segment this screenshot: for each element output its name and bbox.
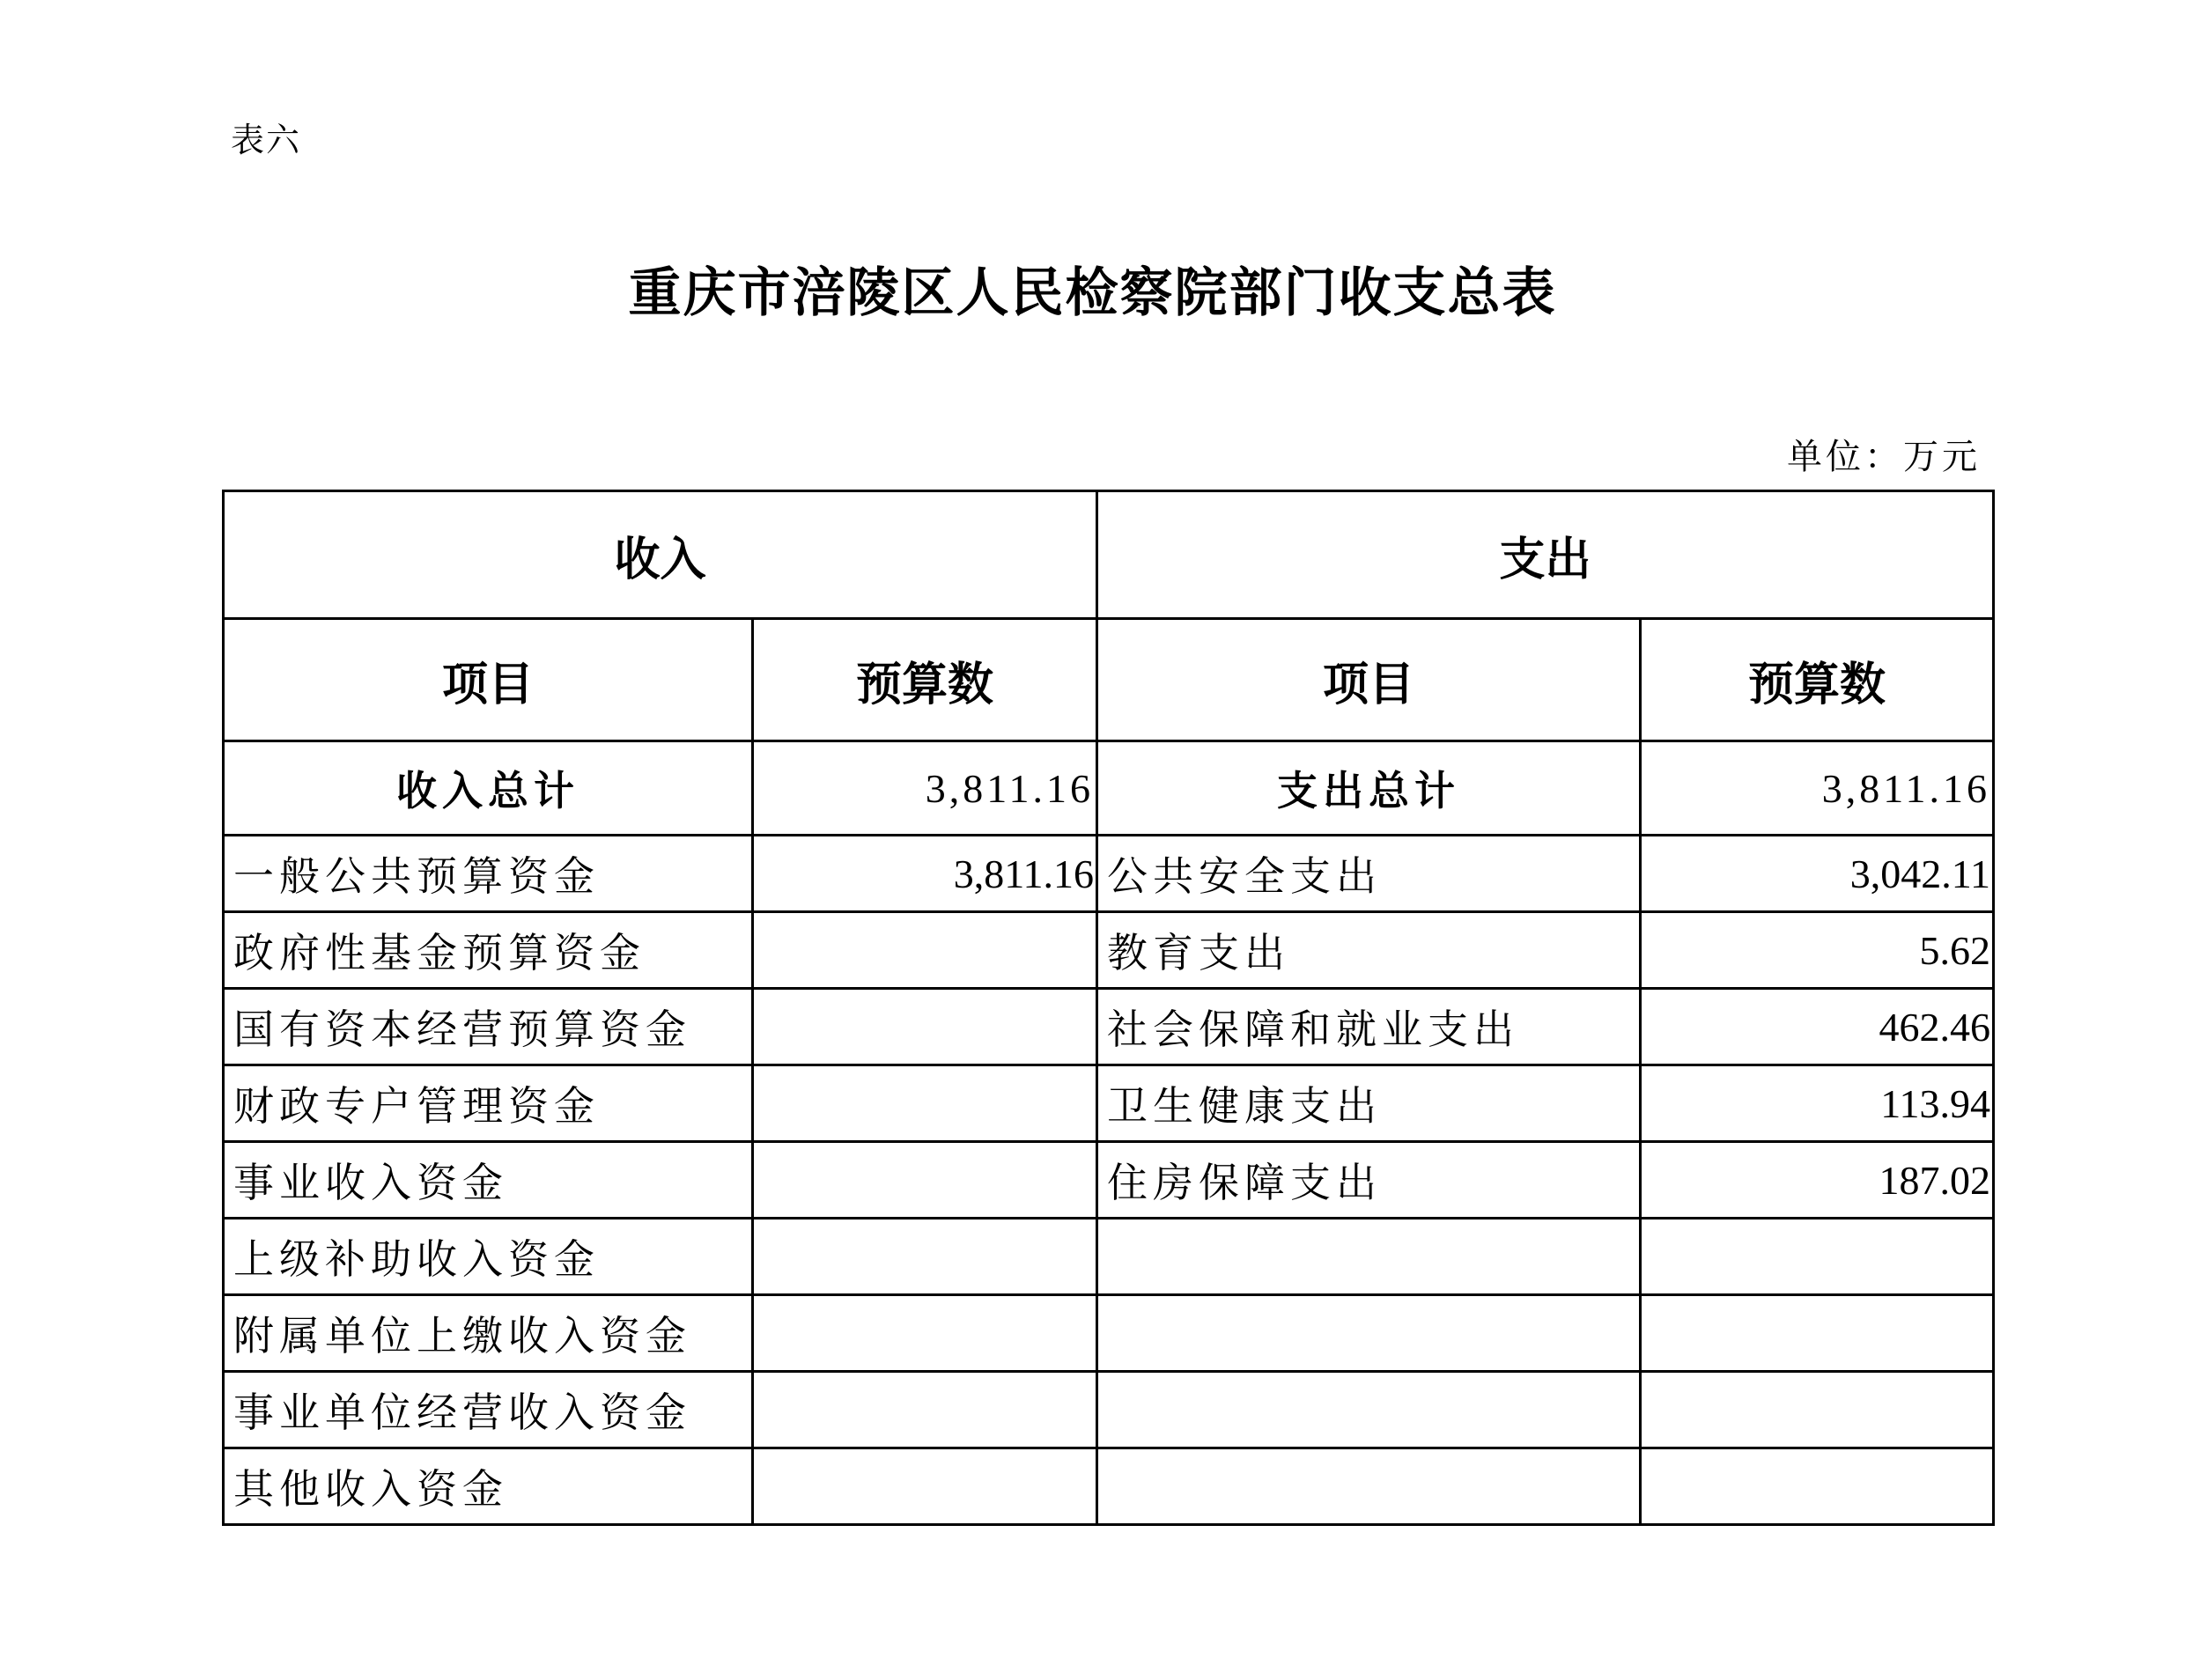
income-value <box>753 1065 1097 1142</box>
expense-value: 5.62 <box>1641 912 1994 989</box>
income-value <box>753 1219 1097 1295</box>
table-row <box>224 836 1994 912</box>
income-value <box>753 1295 1097 1372</box>
table-row <box>224 912 1994 989</box>
income-value <box>753 912 1097 989</box>
expense-item <box>1097 1219 1641 1295</box>
income-item: 财政专户管理资金 <box>224 1065 753 1142</box>
expense-item <box>1097 1295 1641 1372</box>
budget-table <box>222 490 1995 1526</box>
income-value <box>753 1448 1097 1525</box>
income-item: 事业收入资金 <box>224 1142 753 1219</box>
expense-value <box>1641 1372 1994 1448</box>
expense-value <box>1641 1219 1994 1295</box>
expense-budget-header: 预算数 <box>1641 619 1994 741</box>
unit-label: 单位：万元 <box>1787 437 1981 477</box>
expense-value: 3,042.11 <box>1641 836 1994 912</box>
income-budget-header: 预算数 <box>753 619 1097 741</box>
expense-value: 187.02 <box>1641 1142 1994 1219</box>
expense-item: 住房保障支出 <box>1097 1142 1641 1219</box>
expense-item-header: 项目 <box>1097 619 1641 741</box>
expense-item <box>1097 1448 1641 1525</box>
expense-header: 支出 <box>1097 491 1994 619</box>
income-item: 附属单位上缴收入资金 <box>224 1295 753 1372</box>
expense-value: 462.46 <box>1641 989 1994 1065</box>
income-value <box>753 989 1097 1065</box>
income-total-label: 收入总计 <box>224 741 753 836</box>
income-item: 事业单位经营收入资金 <box>224 1372 753 1448</box>
table-row <box>224 1142 1994 1219</box>
table-row <box>224 1219 1994 1295</box>
income-header: 收入 <box>224 491 1097 619</box>
income-value <box>753 1142 1097 1219</box>
income-item: 一般公共预算资金 <box>224 836 753 912</box>
expense-total-value: 3,811.16 <box>1641 741 1994 836</box>
income-total-value: 3,811.16 <box>753 741 1097 836</box>
income-item: 政府性基金预算资金 <box>224 912 753 989</box>
expense-item <box>1097 1372 1641 1448</box>
income-item: 国有资本经营预算资金 <box>224 989 753 1065</box>
table-row <box>224 989 1994 1065</box>
total-row <box>224 741 1994 836</box>
expense-value <box>1641 1295 1994 1372</box>
expense-value: 113.94 <box>1641 1065 1994 1142</box>
expense-total-label: 支出总计 <box>1097 741 1641 836</box>
header-row-group <box>224 491 1994 619</box>
table-row <box>224 1295 1994 1372</box>
income-item-header: 项目 <box>224 619 753 741</box>
page-title: 重庆市涪陵区人民检察院部门收支总表 <box>628 262 1557 324</box>
table-row <box>224 1065 1994 1142</box>
income-item: 其他收入资金 <box>224 1448 753 1525</box>
income-item: 上级补助收入资金 <box>224 1219 753 1295</box>
expense-item: 社会保障和就业支出 <box>1097 989 1641 1065</box>
expense-item: 公共安全支出 <box>1097 836 1641 912</box>
table-label: 表六 <box>231 121 302 159</box>
header-row-columns <box>224 619 1994 741</box>
income-value: 3,811.16 <box>753 836 1097 912</box>
expense-item: 教育支出 <box>1097 912 1641 989</box>
table-row <box>224 1448 1994 1525</box>
table-row <box>224 1372 1994 1448</box>
expense-value <box>1641 1448 1994 1525</box>
income-value <box>753 1372 1097 1448</box>
expense-item: 卫生健康支出 <box>1097 1065 1641 1142</box>
